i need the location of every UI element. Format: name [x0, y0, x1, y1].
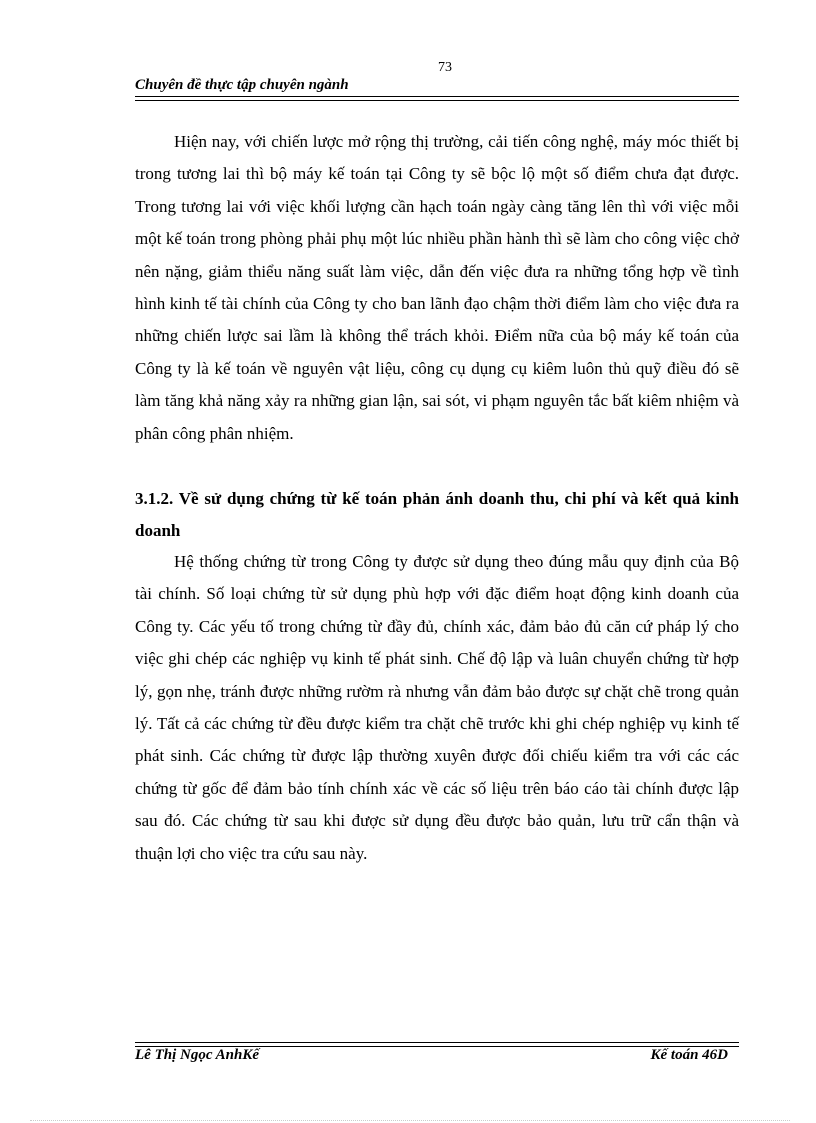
- paragraph-2: [135, 546, 739, 870]
- footer-rule-thin: [135, 1042, 739, 1043]
- header-rule-thin: [135, 100, 739, 101]
- paragraph-1-text: Hiện nay, với chiến lược mở rộng thị trường, cải tiến công nghệ, máy móc thiết bị trong tương lai thì bộ máy kế toán tại Công ty sẽ bộc lộ một số điểm chưa đạt được. Trong tương lai với việc khối lượng cần hạch toán ngày càng tăng lên thì với việc mỗi một kế toán trong phòng phải phụ một lúc nhiều phần hành thì sẽ làm cho công việc chở nên nặng, giảm thiểu năng suất làm việc, dẫn đến việc đưa ra những tổng hợp về tình hình kinh tế tài chính của Công ty cho ban lãnh đạo chậm thời điểm làm cho việc đưa ra những chiến lược sai lầm là không thể trách khỏi. Điểm nữa của bộ máy kế toán của Công ty là kế toán về nguyên vật liệu, công cụ dụng cụ kiêm luôn thủ quỹ điều đó sẽ làm tăng khả năng xảy ra những gian lận, sai sót, vi phạm nguyên tắc bất kiêm nhiệm và phân công phân nhiệm.: [135, 132, 739, 443]
- footer-class: Kế toán 46D: [650, 1047, 728, 1063]
- page-number: 73: [438, 60, 452, 75]
- footer-author: Lê Thị Ngọc AnhKế: [135, 1047, 260, 1063]
- section-heading: 3.1.2. Về sử dụng chứng từ kế toán phản ánh doanh thu, chi phí và kết quả kinh doanh: [135, 489, 739, 541]
- page-bottom-border: [30, 1120, 790, 1121]
- paragraph-2-text: Hệ thống chứng từ trong Công ty được sử dụng theo đúng mẫu quy định của Bộ tài chính. Số loại chứng từ sử dụng phù hợp với đặc điểm hoạt động kinh doanh của Công ty. Các yếu tố trong chứng từ đầy đủ, chính xác, đảm bảo đủ căn cứ pháp lý cho việc ghi chép các nghiệp vụ kinh tế phát sinh. Chế độ lập và luân chuyển chứng từ hợp lý, gọn nhẹ, tránh được những rườm rà nhưng vẫn đảm bảo được sự chặt chẽ trong quản lý. Tất cả các chứng từ đều được kiểm tra chặt chẽ trước khi ghi chép nghiệp vụ kinh tế phát sinh. Các chứng từ được lập thường xuyên được đối chiếu kiểm tra với các các chứng từ gốc để đảm bảo tính chính xác về các số liệu trên báo cáo tài chính được lập sau đó. Các chứng từ sau khi được sử dụng đều được bảo quản, lưu trữ cẩn thận và thuận lợi cho việc tra cứu sau này.: [135, 552, 739, 863]
- header-rule: [135, 96, 739, 97]
- paragraph-1: [135, 126, 739, 450]
- header-title: Chuyên đề thực tập chuyên ngành: [135, 77, 349, 93]
